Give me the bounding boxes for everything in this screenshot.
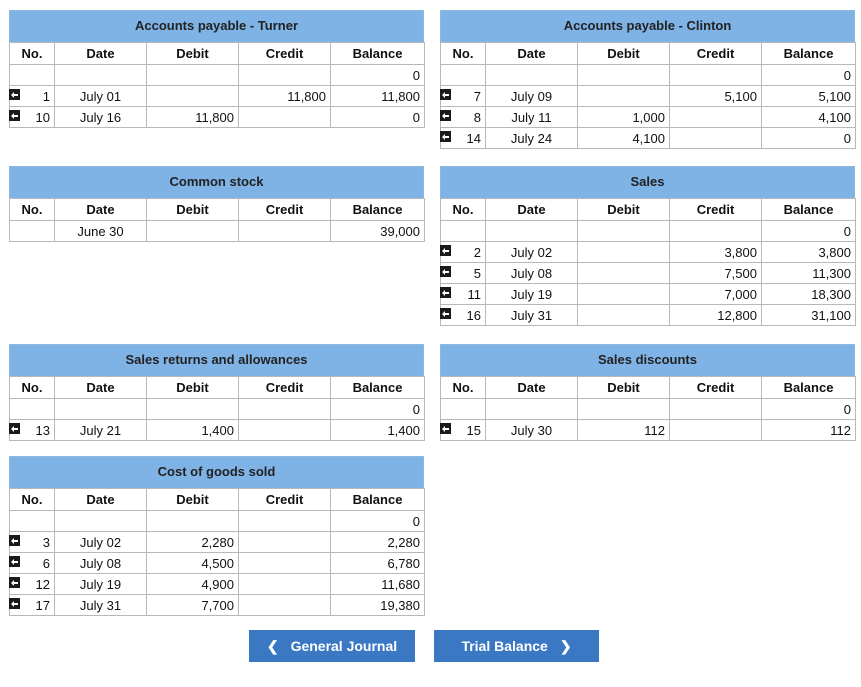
cell-debit — [578, 420, 670, 441]
cell-no — [441, 221, 486, 242]
cell-balance-value: 3,800 — [818, 244, 851, 260]
cell-balance-value: 0 — [843, 130, 851, 146]
table-header-row — [441, 199, 856, 221]
cell-date — [55, 399, 147, 420]
cell-date-value: July 19 — [79, 576, 122, 592]
column-header: Date — [486, 199, 578, 221]
journal-link-icon[interactable] — [9, 577, 20, 588]
cell-balance-value: 0 — [412, 513, 420, 529]
cell-no — [441, 305, 486, 326]
cell-credit — [670, 65, 762, 86]
cell-debit — [147, 595, 239, 616]
table-header-row — [10, 199, 425, 221]
cell-debit — [578, 107, 670, 128]
table-header-row — [441, 43, 856, 65]
cell-no — [10, 574, 55, 595]
cell-balance — [762, 107, 856, 128]
journal-link-icon[interactable] — [9, 423, 20, 434]
ledger-sales-returns — [9, 344, 424, 441]
cell-date — [55, 86, 147, 107]
cell-no — [441, 107, 486, 128]
table-row — [10, 65, 425, 86]
cell-balance — [331, 107, 425, 128]
cell-date — [55, 574, 147, 595]
cell-credit — [239, 65, 331, 86]
table-row — [10, 574, 425, 595]
ledger-table — [440, 42, 856, 149]
column-header: Date — [486, 43, 578, 65]
cell-no-value: 5 — [473, 265, 481, 281]
cell-no — [10, 221, 55, 242]
cell-no — [10, 420, 55, 441]
cell-no — [441, 284, 486, 305]
table-row — [10, 107, 425, 128]
cell-credit-value: 5,100 — [724, 88, 757, 104]
ledger-title: Accounts payable - Turner — [9, 10, 424, 42]
table-row — [10, 532, 425, 553]
cell-credit — [670, 305, 762, 326]
cell-credit — [670, 284, 762, 305]
ledger-title: Sales discounts — [440, 344, 855, 376]
cell-date — [486, 128, 578, 149]
ledger-common-stock — [9, 166, 424, 242]
ledger-table — [9, 42, 425, 128]
cell-no — [10, 86, 55, 107]
cell-debit — [578, 128, 670, 149]
cell-debit-value: 11,800 — [195, 109, 234, 125]
table-row — [441, 263, 856, 284]
cell-debit — [578, 65, 670, 86]
table-row — [10, 553, 425, 574]
journal-link-icon[interactable] — [440, 89, 451, 100]
cell-balance-value: 11,800 — [381, 88, 420, 104]
cell-debit-value: 112 — [644, 422, 665, 438]
cell-debit — [147, 511, 239, 532]
column-header: No. — [441, 43, 486, 65]
cell-credit-value: 7,000 — [724, 286, 757, 302]
cell-no-value: 15 — [466, 422, 481, 438]
table-row — [441, 65, 856, 86]
cell-debit — [147, 553, 239, 574]
cell-credit-value: 12,800 — [717, 307, 757, 323]
column-header: Debit — [578, 43, 670, 65]
cell-no — [10, 399, 55, 420]
table-row — [10, 420, 425, 441]
table-header-row — [10, 489, 425, 511]
cell-credit — [239, 420, 331, 441]
column-header: Debit — [578, 199, 670, 221]
cell-date — [486, 399, 578, 420]
cell-no-value: 12 — [35, 576, 50, 592]
column-header: Balance — [762, 43, 856, 65]
cell-date-value: July 30 — [510, 422, 553, 438]
ledger-title: Accounts payable - Clinton — [440, 10, 855, 42]
cell-credit — [670, 221, 762, 242]
cell-date — [55, 532, 147, 553]
cell-balance-value: 5,100 — [818, 88, 851, 104]
cell-balance — [762, 420, 856, 441]
column-header: Balance — [331, 377, 425, 399]
cell-balance — [762, 65, 856, 86]
table-row — [441, 242, 856, 263]
table-row — [441, 420, 856, 441]
cell-date — [55, 107, 147, 128]
column-header: Debit — [147, 489, 239, 511]
cell-debit-value: 7,700 — [201, 597, 234, 613]
cell-date — [486, 65, 578, 86]
cell-credit — [670, 242, 762, 263]
table-row — [441, 305, 856, 326]
cell-credit-value: 3,800 — [724, 244, 757, 260]
cell-date-value: July 31 — [79, 597, 122, 613]
column-header: No. — [10, 199, 55, 221]
cell-no — [441, 399, 486, 420]
cell-balance-value: 0 — [412, 401, 420, 417]
ledger-ap-turner — [9, 10, 424, 128]
journal-link-icon[interactable] — [440, 131, 451, 142]
cell-balance-value: 112 — [830, 422, 851, 438]
trial-balance-label: Trial Balance — [461, 638, 548, 654]
cell-credit — [670, 263, 762, 284]
cell-credit — [239, 399, 331, 420]
cell-date-value: July 08 — [79, 555, 122, 571]
cell-date-value: July 16 — [79, 109, 122, 125]
cell-no-value: 16 — [466, 307, 481, 323]
cell-date — [55, 420, 147, 441]
cell-no — [10, 107, 55, 128]
column-header: Credit — [670, 199, 762, 221]
cell-no-value: 1 — [42, 88, 50, 104]
cell-debit — [578, 399, 670, 420]
cell-debit-value: 4,500 — [201, 555, 234, 571]
cell-debit — [578, 221, 670, 242]
cell-date-value: July 02 — [79, 534, 122, 550]
cell-balance-value: 6,780 — [387, 555, 420, 571]
cell-debit — [578, 242, 670, 263]
cell-credit — [239, 511, 331, 532]
chevron-left-icon: ❮ — [266, 637, 279, 654]
cell-date-value: July 01 — [79, 88, 122, 104]
cell-balance-value: 0 — [843, 67, 851, 83]
cell-debit — [147, 574, 239, 595]
cell-credit — [239, 595, 331, 616]
cell-no — [441, 128, 486, 149]
cell-credit — [670, 86, 762, 107]
cell-credit — [239, 574, 331, 595]
cell-credit-value: 7,500 — [724, 265, 757, 281]
general-journal-label: General Journal — [290, 638, 398, 654]
cell-no-value: 2 — [473, 244, 481, 260]
ledger-sales — [440, 166, 855, 326]
table-row — [441, 284, 856, 305]
table-header-row — [10, 43, 425, 65]
cell-debit-value: 1,400 — [201, 422, 234, 438]
journal-link-icon[interactable] — [440, 287, 451, 298]
cell-date — [55, 221, 147, 242]
cell-credit — [239, 86, 331, 107]
cell-balance — [331, 532, 425, 553]
column-header: No. — [10, 377, 55, 399]
cell-no — [10, 595, 55, 616]
column-header: Balance — [331, 43, 425, 65]
cell-debit — [578, 263, 670, 284]
cell-date-value: July 02 — [510, 244, 553, 260]
cell-no-value: 10 — [35, 109, 50, 125]
cell-no-value: 13 — [35, 422, 50, 438]
column-header: Credit — [670, 377, 762, 399]
cell-no — [10, 65, 55, 86]
cell-balance — [331, 511, 425, 532]
cell-balance — [331, 221, 425, 242]
general-journal-button[interactable] — [249, 630, 415, 662]
cell-balance-value: 2,280 — [387, 534, 420, 550]
cell-no-value: 6 — [42, 555, 50, 571]
column-header: Credit — [239, 377, 331, 399]
table-header-row — [10, 377, 425, 399]
ledger-cogs — [9, 456, 424, 616]
cell-date — [486, 263, 578, 284]
column-header: No. — [10, 43, 55, 65]
table-row — [441, 399, 856, 420]
cell-balance — [762, 86, 856, 107]
ledger-table — [440, 198, 856, 326]
table-row — [10, 86, 425, 107]
journal-link-icon[interactable] — [9, 110, 20, 121]
cell-date — [486, 242, 578, 263]
cell-date-value: July 21 — [79, 422, 122, 438]
cell-credit — [239, 553, 331, 574]
cell-debit — [147, 86, 239, 107]
cell-no — [441, 420, 486, 441]
cell-date — [486, 221, 578, 242]
cell-no-value: 7 — [473, 88, 481, 104]
cell-date — [486, 284, 578, 305]
cell-balance-value: 0 — [843, 223, 851, 239]
cell-balance — [331, 86, 425, 107]
cell-balance — [331, 553, 425, 574]
cell-credit — [239, 221, 331, 242]
journal-link-icon[interactable] — [9, 556, 20, 567]
table-row — [441, 86, 856, 107]
column-header: Credit — [239, 489, 331, 511]
column-header: Debit — [147, 377, 239, 399]
cell-date-value: July 11 — [511, 109, 552, 125]
cell-balance-value: 18,300 — [811, 286, 851, 302]
column-header: Debit — [578, 377, 670, 399]
cell-no-value: 14 — [466, 130, 481, 146]
cell-balance — [331, 399, 425, 420]
ledger-title: Sales returns and allowances — [9, 344, 424, 376]
cell-balance-value: 11,680 — [381, 576, 420, 592]
cell-date — [486, 107, 578, 128]
cell-debit-value: 2,280 — [201, 534, 234, 550]
cell-no — [10, 532, 55, 553]
cell-no — [441, 86, 486, 107]
table-row — [10, 595, 425, 616]
cell-no-value: 3 — [42, 534, 50, 550]
journal-link-icon[interactable] — [440, 110, 451, 121]
cell-date — [486, 420, 578, 441]
cell-balance-value: 39,000 — [380, 223, 420, 239]
column-header: Credit — [670, 43, 762, 65]
cell-balance-value: 19,380 — [380, 597, 420, 613]
cell-date-value: June 30 — [77, 223, 124, 239]
cell-no — [10, 511, 55, 532]
cell-date-value: July 24 — [510, 130, 553, 146]
cell-date-value: July 31 — [510, 307, 553, 323]
ledger-sales-discounts — [440, 344, 855, 441]
column-header: No. — [441, 377, 486, 399]
table-row — [10, 221, 425, 242]
journal-link-icon[interactable] — [440, 423, 451, 434]
cell-no-value: 8 — [473, 109, 481, 125]
column-header: Credit — [239, 199, 331, 221]
cell-no — [441, 242, 486, 263]
cell-no-value: 11 — [467, 286, 481, 302]
column-header: Debit — [147, 199, 239, 221]
cell-debit — [147, 532, 239, 553]
cell-debit — [147, 420, 239, 441]
cell-balance-value: 0 — [412, 67, 420, 83]
chevron-right-icon: ❯ — [559, 637, 572, 654]
cell-balance-value: 11,300 — [812, 265, 851, 281]
cell-balance — [762, 305, 856, 326]
column-header: Date — [55, 43, 147, 65]
cell-debit-value: 4,900 — [201, 576, 234, 592]
cell-debit — [578, 305, 670, 326]
column-header: Credit — [239, 43, 331, 65]
table-row — [10, 399, 425, 420]
ledger-title: Cost of goods sold — [9, 456, 424, 488]
journal-link-icon[interactable] — [9, 598, 20, 609]
table-row — [441, 221, 856, 242]
cell-debit — [147, 107, 239, 128]
cell-date — [486, 305, 578, 326]
cell-balance — [762, 284, 856, 305]
cell-balance — [331, 574, 425, 595]
cell-credit — [670, 128, 762, 149]
cell-no — [441, 65, 486, 86]
cell-no — [10, 553, 55, 574]
column-header: Date — [55, 489, 147, 511]
journal-link-icon[interactable] — [9, 89, 20, 100]
cell-no-value: 17 — [35, 597, 50, 613]
cell-no — [441, 263, 486, 284]
journal-link-icon[interactable] — [9, 535, 20, 546]
table-row — [441, 128, 856, 149]
cell-date — [55, 511, 147, 532]
cell-balance — [331, 420, 425, 441]
ledger-table — [9, 488, 425, 616]
ledger-table — [440, 376, 856, 441]
ledger-title: Sales — [440, 166, 855, 198]
cell-credit — [239, 532, 331, 553]
cell-credit-value: 11,800 — [287, 88, 326, 104]
cell-balance — [762, 399, 856, 420]
column-header: No. — [441, 199, 486, 221]
cell-debit-value: 1,000 — [632, 109, 665, 125]
table-row — [441, 107, 856, 128]
ledger-table — [9, 376, 425, 441]
cell-credit — [239, 107, 331, 128]
cell-date — [486, 86, 578, 107]
cell-date — [55, 553, 147, 574]
cell-debit — [147, 399, 239, 420]
cell-date — [55, 65, 147, 86]
cell-balance-value: 31,100 — [811, 307, 851, 323]
cell-debit — [578, 86, 670, 107]
journal-link-icon[interactable] — [440, 266, 451, 277]
cell-credit — [670, 420, 762, 441]
column-header: Balance — [762, 377, 856, 399]
cell-balance-value: 1,400 — [387, 422, 420, 438]
table-row — [10, 511, 425, 532]
cell-debit — [147, 65, 239, 86]
column-header: No. — [10, 489, 55, 511]
trial-balance-button[interactable] — [434, 630, 599, 662]
cell-debit-value: 4,100 — [632, 130, 665, 146]
cell-balance — [331, 595, 425, 616]
cell-date-value: July 08 — [510, 265, 553, 281]
cell-credit — [670, 107, 762, 128]
ledger-table — [9, 198, 425, 242]
cell-balance-value: 4,100 — [818, 109, 851, 125]
column-header: Debit — [147, 43, 239, 65]
cell-balance-value: 0 — [843, 401, 851, 417]
cell-debit — [147, 221, 239, 242]
table-header-row — [441, 377, 856, 399]
column-header: Date — [55, 377, 147, 399]
cell-balance — [331, 65, 425, 86]
journal-link-icon[interactable] — [440, 245, 451, 256]
cell-date — [55, 595, 147, 616]
cell-balance — [762, 128, 856, 149]
journal-link-icon[interactable] — [440, 308, 451, 319]
cell-credit — [670, 399, 762, 420]
cell-date-value: July 09 — [510, 88, 553, 104]
cell-date-value: July 19 — [510, 286, 553, 302]
column-header: Balance — [331, 489, 425, 511]
column-header: Date — [486, 377, 578, 399]
ledger-ap-clinton — [440, 10, 855, 149]
column-header: Balance — [762, 199, 856, 221]
cell-balance — [762, 263, 856, 284]
column-header: Date — [55, 199, 147, 221]
ledger-title: Common stock — [9, 166, 424, 198]
cell-balance — [762, 221, 856, 242]
column-header: Balance — [331, 199, 425, 221]
cell-balance — [762, 242, 856, 263]
cell-debit — [578, 284, 670, 305]
cell-balance-value: 0 — [412, 109, 420, 125]
